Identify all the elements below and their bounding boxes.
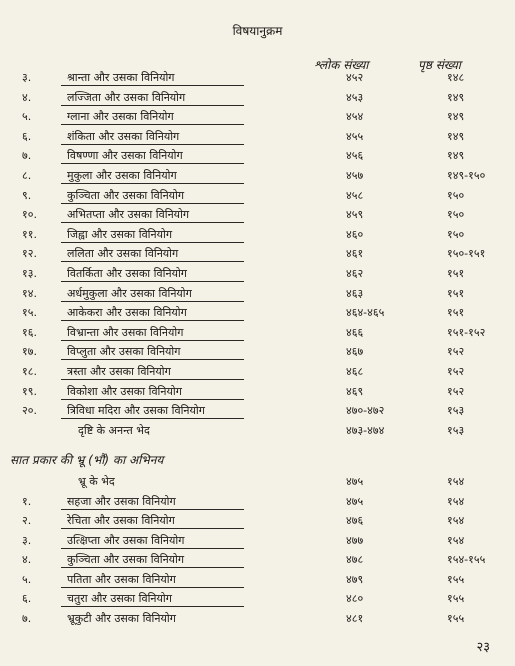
- page-number: १५०-१५१: [447, 247, 486, 261]
- page-number: १५३: [447, 404, 465, 418]
- item-number: १३.: [22, 267, 37, 280]
- item-label: पतिता और उसका विनियोग: [67, 572, 176, 586]
- page-number: १५१: [447, 286, 465, 300]
- sloka-number: ४७८: [346, 553, 364, 566]
- sloka-number: ४६७: [346, 345, 364, 359]
- item-number: ९.: [22, 188, 32, 202]
- underline-rule: [61, 301, 244, 302]
- item-label: चतुरा और उसका विनियोग: [67, 592, 172, 605]
- list-item: [0, 382, 515, 401]
- page-number: १४९: [447, 90, 465, 104]
- list-item: [0, 244, 515, 263]
- page-number: १५४: [447, 475, 465, 488]
- item-number: ३.: [22, 533, 32, 547]
- underline-rule: [61, 606, 244, 607]
- page-number: १४८: [447, 71, 465, 84]
- item-label: विभ्रान्ता और उसका विनियोग: [67, 325, 184, 339]
- item-label: भ्रूकुटी और उसका विनियोग: [67, 611, 176, 625]
- list-item: [0, 127, 515, 146]
- sloka-number-header: श्लोक संख्या: [314, 58, 369, 72]
- item-number: ५.: [22, 110, 32, 124]
- item-label: श्रान्ता और उसका विनियोग: [67, 71, 175, 84]
- underline-rule: [61, 418, 244, 419]
- underline-rule: [61, 281, 244, 282]
- underline-rule: [61, 144, 244, 145]
- item-label: जिह्वा और उसका विनियोग: [67, 227, 173, 241]
- page-number-header: पृष्ठ संख्या: [418, 58, 461, 72]
- item-number: १८.: [22, 365, 37, 378]
- list-item: [0, 107, 515, 126]
- list-item: [0, 323, 515, 342]
- item-label: अभितप्ता और उसका विनियोग: [67, 208, 190, 222]
- underline-rule: [61, 528, 244, 529]
- item-label: दृष्टि के अनन्त भेद: [78, 423, 150, 437]
- item-label: वितर्किता और उसका विनियोग: [67, 267, 187, 280]
- page-number: १४९: [447, 110, 465, 124]
- page-number: १५५: [447, 572, 465, 586]
- page-number: १५१-१५२: [447, 325, 486, 339]
- sloka-number: ४५९: [346, 208, 364, 222]
- sloka-number: ४७६: [346, 514, 364, 527]
- sloka-number: ४७३-४७४: [346, 423, 385, 437]
- list-item: [0, 401, 515, 420]
- sloka-number: ४५७: [346, 169, 364, 182]
- item-label: अर्धमुकुला और उसका विनियोग: [67, 286, 192, 300]
- section-heading: सात प्रकार की भ्रू (भौं) का अभिनय: [10, 453, 164, 467]
- page-number: १५२: [447, 384, 465, 398]
- item-label: आकेकरा और उसका विनियोग: [67, 306, 187, 320]
- list-item: [0, 88, 515, 107]
- item-label: ललिता और उसका विनियोग: [67, 247, 179, 261]
- page-number: १५५: [447, 611, 465, 625]
- item-number: २०.: [22, 404, 37, 418]
- sloka-number: ४५३: [346, 90, 364, 104]
- underline-rule: [61, 163, 244, 164]
- page-number: १५१: [447, 267, 465, 280]
- item-number: ४.: [22, 90, 32, 104]
- sloka-number: ४५२: [346, 71, 364, 84]
- underline-rule: [61, 203, 244, 204]
- sloka-number: ४६०: [346, 227, 364, 241]
- page-number: १५२: [447, 365, 465, 378]
- underline-rule: [61, 587, 244, 588]
- item-number: १४.: [22, 286, 37, 300]
- underline-rule: [61, 320, 244, 321]
- page-number: १५३: [447, 423, 465, 437]
- sloka-number: ४८०: [346, 592, 364, 605]
- item-number: ६.: [22, 129, 32, 143]
- underline-rule: [61, 105, 244, 106]
- page-number: १५०: [447, 208, 465, 222]
- underline-rule: [61, 124, 244, 125]
- page-number: १५२: [447, 345, 465, 359]
- underline-rule: [61, 379, 244, 380]
- list-item: [0, 205, 515, 224]
- list-item: [0, 570, 515, 589]
- list-item: [0, 284, 515, 303]
- sloka-number: ४६९: [346, 384, 364, 398]
- page-number: १५४: [447, 514, 465, 527]
- page-number: १५५: [447, 592, 465, 605]
- item-label: उत्क्षिप्ता और उसका विनियोग: [67, 533, 185, 547]
- page-number: १५१: [447, 306, 465, 320]
- item-label: विषण्णा और उसका विनियोग: [67, 149, 183, 163]
- sloka-number: ४७०-४७२: [346, 404, 385, 418]
- item-label: सहजा और उसका विनियोग: [67, 494, 176, 508]
- sloka-number: ४५४: [346, 110, 364, 124]
- item-number: ७.: [22, 611, 32, 625]
- sloka-number: ४६८: [346, 365, 364, 378]
- list-item: [0, 511, 515, 530]
- item-label: कुञ्चिता और उसका विनियोग: [67, 553, 185, 566]
- sloka-number: ४७९: [346, 572, 364, 586]
- item-label: त्रिविधा मदिरा और उसका विनियोग: [67, 404, 205, 418]
- underline-rule: [61, 222, 244, 223]
- list-item: [0, 472, 515, 491]
- page-number: १५४: [447, 533, 465, 547]
- list-item: [0, 362, 515, 381]
- list-item: [0, 303, 515, 322]
- list-item: [0, 342, 515, 361]
- item-number: १२.: [22, 247, 37, 261]
- sloka-number: ४६२: [346, 267, 364, 280]
- list-item: [0, 166, 515, 185]
- sloka-number: ४८१: [346, 611, 364, 625]
- item-label: विप्लुता और उसका विनियोग: [67, 345, 181, 359]
- item-label: ग्लाना और उसका विनियोग: [67, 110, 174, 124]
- underline-rule: [61, 85, 244, 86]
- item-number: ३.: [22, 71, 32, 84]
- item-number: १५.: [22, 306, 37, 320]
- sloka-number: ४६४-४६५: [346, 306, 385, 320]
- underline-rule: [61, 359, 244, 360]
- underline-rule: [61, 567, 244, 568]
- item-number: ११.: [22, 227, 37, 241]
- page-number: १५०: [447, 188, 465, 202]
- item-label: विकोशा और उसका विनियोग: [67, 384, 182, 398]
- list-item: [0, 421, 515, 440]
- list-item: [0, 589, 515, 608]
- page-number: १४९: [447, 149, 465, 163]
- list-item: [0, 225, 515, 244]
- list-item: [0, 550, 515, 569]
- page-number: १५०: [447, 227, 465, 241]
- sloka-number: ४५६: [346, 149, 364, 163]
- list-item: [0, 186, 515, 205]
- page-number: १५४-१५५: [447, 553, 486, 566]
- list-item: [0, 531, 515, 550]
- underline-rule: [61, 261, 244, 262]
- item-number: २.: [22, 514, 32, 527]
- sloka-number: ४६६: [346, 325, 364, 339]
- list-item: [0, 146, 515, 165]
- item-number: ७.: [22, 149, 32, 163]
- item-label: शंकिता और उसका विनियोग: [67, 129, 180, 143]
- page-number: १५४: [447, 494, 465, 508]
- item-number: १७.: [22, 345, 37, 359]
- list-item: [0, 264, 515, 283]
- list-item: [0, 492, 515, 511]
- item-label: रेचिता और उसका विनियोग: [67, 514, 175, 527]
- list-item: [0, 609, 515, 628]
- underline-rule: [61, 399, 244, 400]
- sloka-number: ४५५: [346, 129, 364, 143]
- sloka-number: ४७५: [346, 494, 364, 508]
- sloka-number: ४६१: [346, 247, 364, 261]
- item-number: ८.: [22, 169, 32, 182]
- underline-rule: [61, 509, 244, 510]
- item-number: १.: [22, 494, 32, 508]
- sloka-number: ४७५: [346, 475, 364, 488]
- underline-rule: [61, 340, 244, 341]
- item-label: कुञ्चिता और उसका विनियोग: [67, 188, 185, 202]
- page-number: १४९: [447, 129, 465, 143]
- page-title: विषयानुक्रम: [232, 24, 283, 38]
- underline-rule: [61, 242, 244, 243]
- item-number: १०.: [22, 208, 37, 222]
- item-number: १६.: [22, 325, 37, 339]
- page-number: १४९-१५०: [447, 169, 486, 182]
- underline-rule: [61, 548, 244, 549]
- item-label: भ्रू के भेद: [78, 475, 115, 488]
- sloka-number: ४६३: [346, 286, 364, 300]
- item-number: ५.: [22, 572, 32, 586]
- item-label: लज्जिता और उसका विनियोग: [67, 90, 186, 104]
- underline-rule: [61, 183, 244, 184]
- sloka-number: ४७७: [346, 533, 364, 547]
- item-number: ६.: [22, 592, 32, 605]
- page-number: २३: [476, 640, 490, 655]
- item-number: १९.: [22, 384, 37, 398]
- item-label: त्रस्ता और उसका विनियोग: [67, 365, 171, 378]
- list-item: [0, 68, 515, 87]
- sloka-number: ४५८: [346, 188, 364, 202]
- item-number: ४.: [22, 553, 32, 566]
- item-label: मुकुला और उसका विनियोग: [67, 169, 177, 182]
